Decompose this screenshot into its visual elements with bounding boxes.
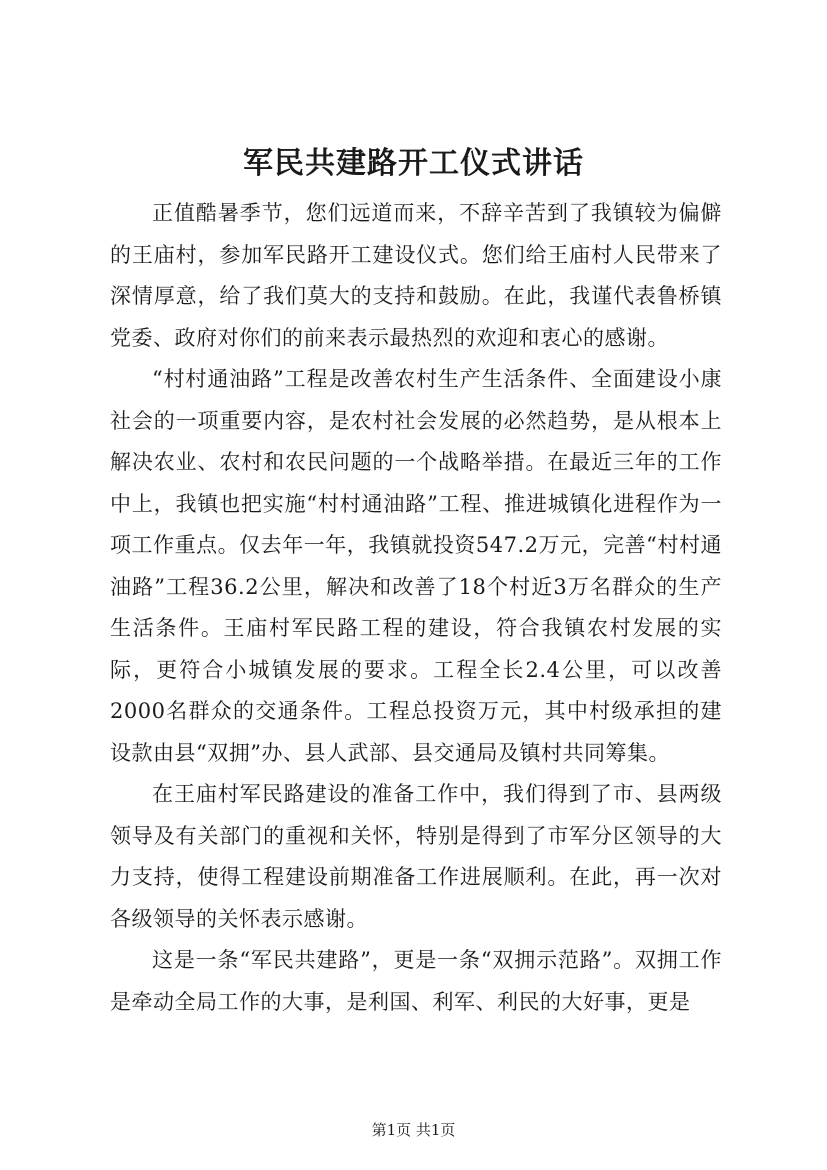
document-title: 军民共建路开工仪式讲话 (243, 146, 584, 181)
paragraph-1: 正值酷暑季节，您们远道而来，不辞辛苦到了我镇较为偏僻的王庙村，参加军民路开工建设仪式。您们给王庙村人民带来了深情厚意，给了我们莫大的支持和鼓励。在此，我谨代表鲁桥镇党委、政府对你们的前来表示最热烈的欢迎和衷心的感谢。 (110, 201, 722, 350)
paragraph-4: 这是一条“军民共建路”，更是一条“双拥示范路”。双拥工作是牵动全局工作的大事，是利国、利军、利民的大好事，更是 (110, 948, 722, 1014)
paragraph-2: “村村通油路”工程是改善农村生产生活条件、全面建设小康社会的一项重要内容，是农村社会发展的必然趋势，是从根本上解决农业、农村和农民问题的一个战略举措。在最近三年的工作中上，我镇也把实施“村村通油路”工程、推进城镇化进程作为一项工作重点。仅去年一年，我镇就投资547.2万元，完善“村村通油路”工程36.2公里，解决和改善了18个村近3万名群众的生产生活条件。王庙村军民路工程的建设，符合我镇农村发展的实际，更符合小城镇发展的要求。工程全长2.4公里，可以改善2000名群众的交通条件。工程总投资万元，其中村级承担的建设款由县“双拥”办、县人武部、县交通局及镇村共同筹集。 (110, 367, 722, 765)
paragraph-3: 在王庙村军民路建设的准备工作中，我们得到了市、县两级领导及有关部门的重视和关怀，特别是得到了市军分区领导的大力支持，使得工程建设前期准备工作进展顺利。在此，再一次对各级领导的关怀表示感谢。 (110, 782, 722, 931)
document-body (110, 193, 722, 1023)
page-footer: 第1页 共1页 (371, 1121, 456, 1139)
